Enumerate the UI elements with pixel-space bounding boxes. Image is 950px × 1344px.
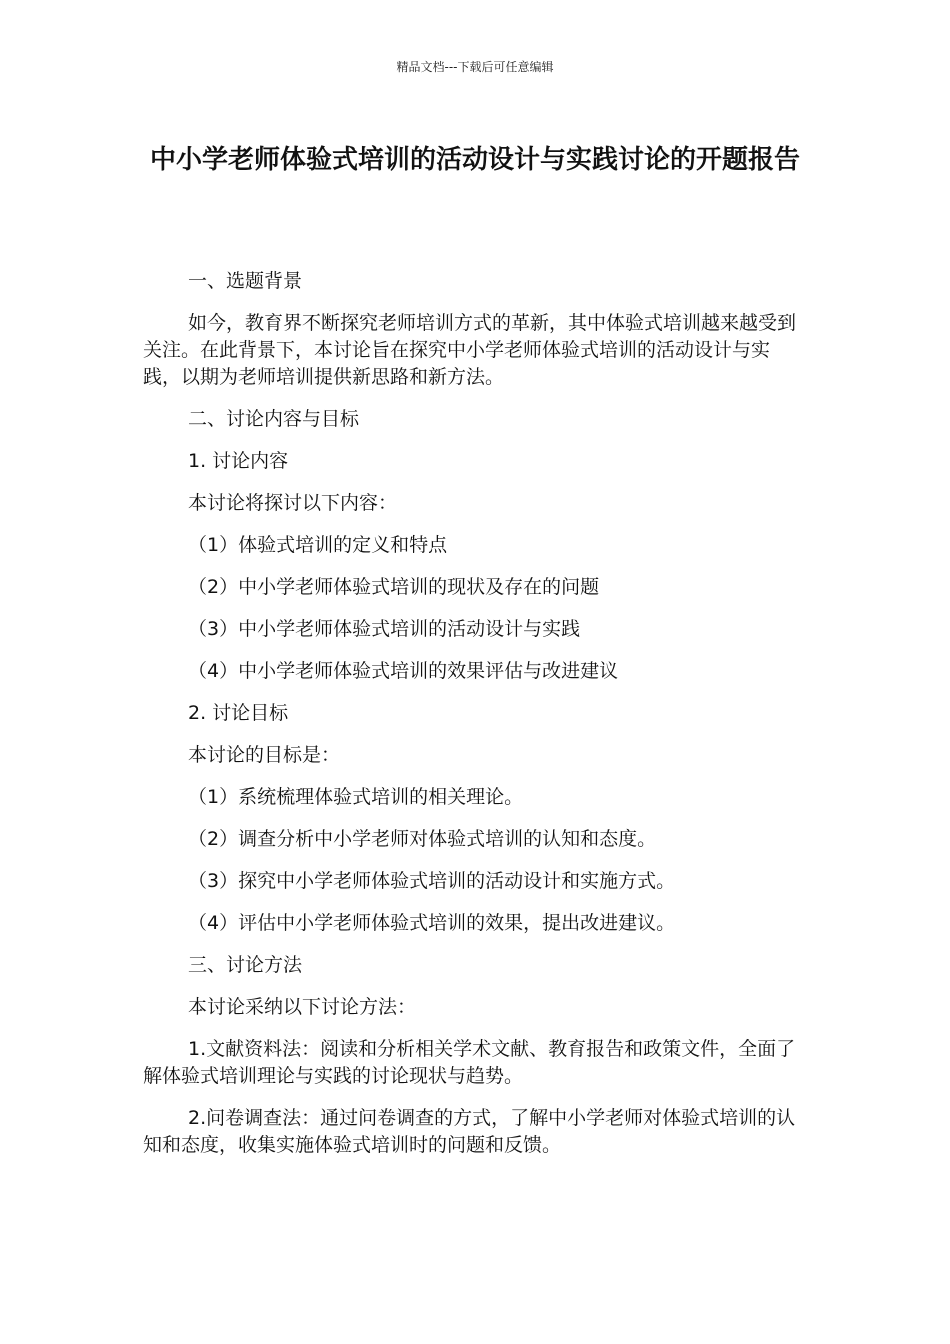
paragraph-method-survey: 2.问卷调查法：通过问卷调查的方式，了解中小学老师对体验式培训的认知和态度，收集实施体验式培训时的问题和反馈。 bbox=[143, 1107, 796, 1156]
section-heading-background: 一、选题背景 bbox=[188, 270, 303, 292]
paragraph-content-intro: 本讨论将探讨以下内容： bbox=[188, 492, 398, 514]
list-item: （3）探究中小学老师体验式培训的活动设计和实施方式。 bbox=[188, 870, 676, 892]
list-item: （4）评估中小学老师体验式培训的效果，提出改进建议。 bbox=[188, 912, 676, 934]
paragraph-goals-intro: 本讨论的目标是： bbox=[188, 744, 341, 766]
document-title: 中小学老师体验式培训的活动设计与实践讨论的开题报告 bbox=[149, 145, 800, 175]
list-item: （2）调查分析中小学老师对体验式培训的认知和态度。 bbox=[188, 828, 657, 850]
paragraph-method-literature: 1.文献资料法：阅读和分析相关学术文献、教育报告和政策文件，全面了解体验式培训理论与实践的讨论现状与趋势。 bbox=[143, 1038, 796, 1087]
paragraph-background: 如今，教育界不断探究老师培训方式的革新，其中体验式培训越来越受到关注。在此背景下，本讨论旨在探究中小学老师体验式培训的活动设计与实践，以期为老师培训提供新思路和新方法。 bbox=[143, 312, 797, 388]
list-item: （4）中小学老师体验式培训的效果评估与改进建议 bbox=[188, 660, 619, 682]
section-heading-content-goals: 二、讨论内容与目标 bbox=[188, 408, 360, 430]
subheading-goals: 2. 讨论目标 bbox=[188, 702, 289, 724]
document-body bbox=[143, 268, 807, 1174]
list-item: （1）体验式培训的定义和特点 bbox=[188, 534, 448, 556]
paragraph-methods-intro: 本讨论采纳以下讨论方法： bbox=[188, 996, 417, 1018]
section-heading-methods: 三、讨论方法 bbox=[188, 954, 303, 976]
list-item: （2）中小学老师体验式培训的现状及存在的问题 bbox=[188, 576, 600, 598]
header-note: 精品文档---下载后可任意编辑 bbox=[396, 60, 554, 74]
list-item: （3）中小学老师体验式培训的活动设计与实践 bbox=[188, 618, 581, 640]
list-item: （1）系统梳理体验式培训的相关理论。 bbox=[188, 786, 524, 808]
subheading-content: 1. 讨论内容 bbox=[188, 450, 289, 472]
